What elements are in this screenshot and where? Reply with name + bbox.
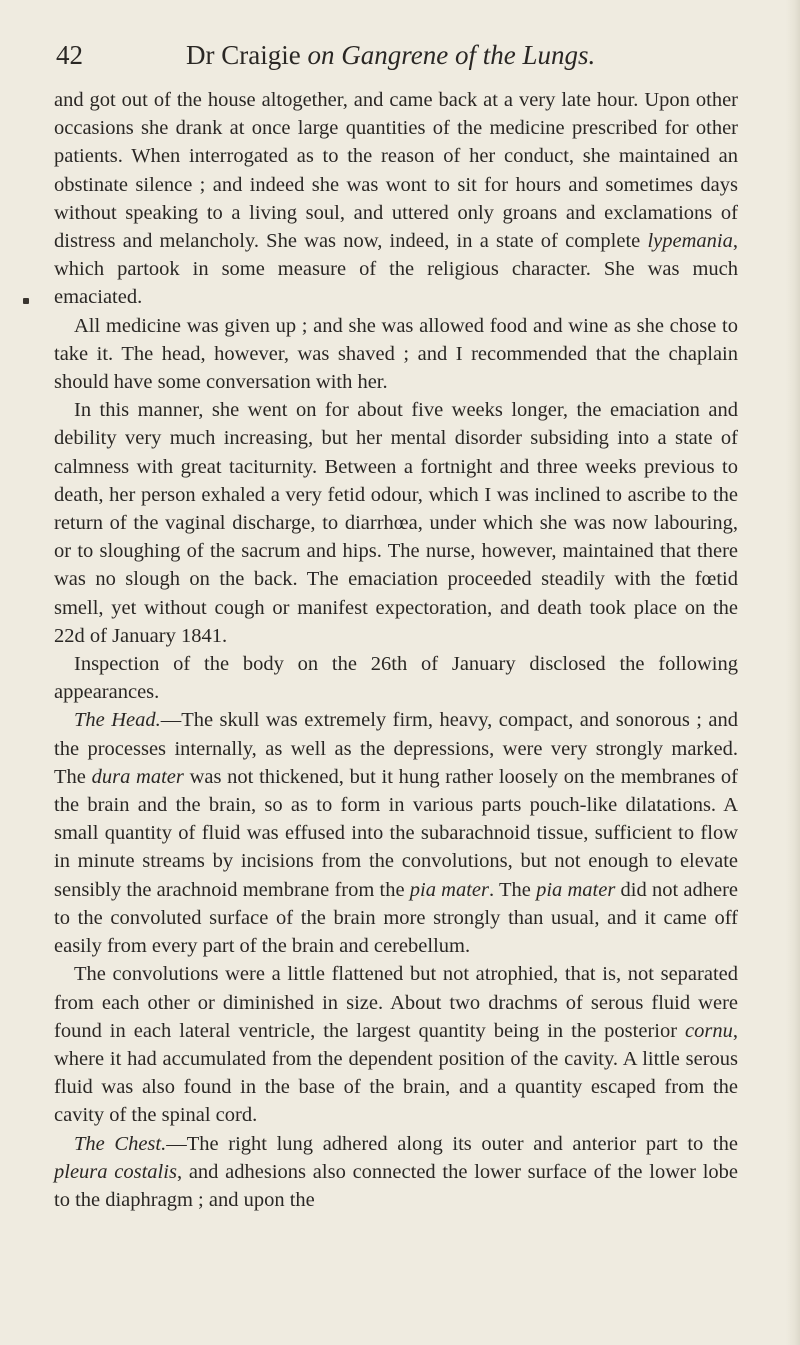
paragraph bbox=[54, 86, 738, 312]
paragraph bbox=[54, 1130, 738, 1215]
running-title-author: Dr Craigie bbox=[186, 40, 301, 70]
text-run: and got out of the house altogether, and came back at a very late hour. Upon other occasions she drank at once large quantities of the medicine prescribed for other patients. When interrogated as to the reason of her conduct, she maintained an obstinate silence ; and indeed she was wont to sit for hours and sometimes days without speaking to a living soul, and uttered only groans and exclamations of distress and melancholy. She was now, indeed, in a state of complete bbox=[54, 89, 738, 253]
text-run: . The bbox=[489, 878, 537, 901]
running-title bbox=[186, 40, 595, 71]
text-run: did not adhere to the convoluted surface of the brain more strongly than usual, and it came off easily from every part of the brain and cerebellum. bbox=[54, 878, 738, 958]
running-title-of: of bbox=[454, 40, 476, 70]
paragraph bbox=[54, 650, 738, 706]
italic-text: pleura costalis bbox=[54, 1160, 177, 1183]
running-header bbox=[46, 40, 746, 80]
paragraph bbox=[54, 706, 738, 960]
italic-text: cornu bbox=[685, 1019, 733, 1042]
paragraph bbox=[54, 396, 738, 650]
paragraph bbox=[54, 960, 738, 1129]
text-run: All medicine was given up ; and she was allowed food and wine as she chose to take it. The head, however, was shaved ; and I recommended that the chaplain should have some conversation with her. bbox=[54, 314, 738, 394]
italic-text: dura mater bbox=[91, 765, 184, 788]
page-number: 42 bbox=[56, 40, 83, 70]
page-edge-shadow bbox=[786, 0, 800, 1345]
italic-text: The Head. bbox=[74, 709, 161, 732]
italic-text: pia mater bbox=[409, 878, 490, 901]
text-run: was not thickened, but it hung rather loosely on the membranes of the brain and the brain, so as to form in various parts pouch-like dilatations. A small quantity of fluid was effused into the subarachnoid tissue, sufficient to flow in minute streams by incisions from the convolutions, but not enough to elevate sensibly the arachnoid membrane from the bbox=[54, 765, 738, 901]
body-text bbox=[54, 86, 738, 1214]
text-run: , which partook in some measure of the religious character. She was much emaciated. bbox=[54, 230, 738, 309]
italic-text: pia mater bbox=[536, 878, 616, 901]
text-run: In this manner, she went on for about five weeks longer, the emaciation and debility very much increasing, but her mental disorder subsiding into a state of calmness with great taciturnity. Between a fortnight and three weeks previous to death, her person exhaled a very fetid odour, which I was inclined to ascribe to the return of the vaginal discharge, to diarrhœa, under which she was now labouring, or to sloughing of the sacrum and hips. The nurse, however, maintained that there was no slough on the back. The emaciation proceeded steadily with the fœtid smell, yet without cough or manifest expectoration, and death took place on the 22d of January 1841. bbox=[54, 399, 738, 647]
running-title-subject-b: the Lungs. bbox=[482, 40, 596, 70]
text-run: Inspection of the body on the 26th of January disclosed the following appearances. bbox=[54, 653, 738, 704]
paragraph bbox=[54, 312, 738, 397]
italic-text: The Chest. bbox=[74, 1132, 167, 1155]
italic-text: lypemania bbox=[647, 230, 733, 253]
running-title-on: on bbox=[307, 40, 335, 70]
text-run: —The skull was extremely firm, heavy, compact, and sonorous ; and the processes internally, as well as the depressions, were very strongly marked. The bbox=[54, 709, 738, 788]
text-run: , and adhesions also connected the lower surface of the lower lobe to the diaphragm ; and upon the bbox=[54, 1160, 738, 1211]
margin-mark bbox=[23, 298, 29, 304]
running-title-subject-a: Gangrene bbox=[341, 40, 449, 70]
text-run: The convolutions were a little flattened but not atrophied, that is, not separated from each other or diminished in size. About two drachms of serous fluid were found in each lateral ventricle, the largest quantity being in the posterior bbox=[54, 963, 738, 1042]
text-run: —The right lung adhered along its outer and anterior part to the bbox=[166, 1132, 738, 1155]
text-run: , where it had accumulated from the dependent position of the cavity. A little serous fluid was also found in the base of the brain, and a quantity escaped from the cavity of the spinal cord. bbox=[54, 1019, 738, 1127]
